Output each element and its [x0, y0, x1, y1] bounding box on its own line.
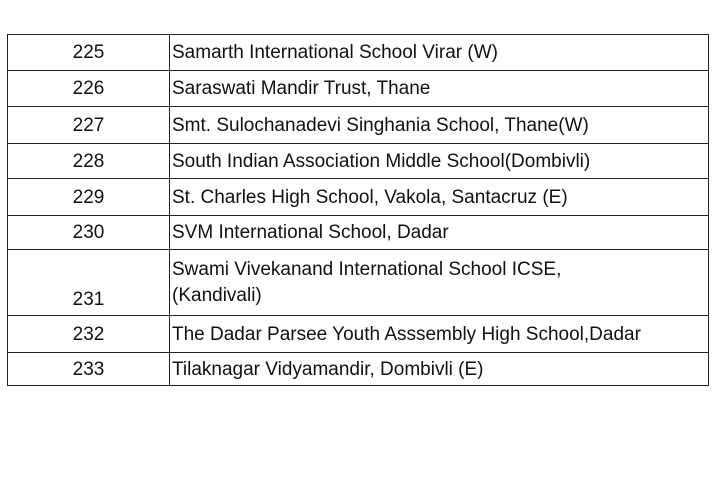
row-number: 233 [8, 353, 170, 386]
row-number: 229 [8, 179, 170, 216]
table-row [8, 107, 709, 144]
school-name: Tilaknagar Vidyamandir, Dombivli (E) [170, 353, 709, 386]
table-row [8, 71, 709, 107]
row-number: 226 [8, 71, 170, 107]
school-name: The Dadar Parsee Youth Asssembly High School,Dadar [170, 316, 709, 353]
school-list-table [7, 34, 709, 386]
row-number: 230 [8, 216, 170, 250]
row-number: 227 [8, 107, 170, 144]
school-name-line-1: Swami Vivekanand International School ICSE, [172, 258, 562, 280]
table-row [8, 35, 709, 71]
table-row [8, 144, 709, 179]
school-name: Samarth International School Virar (W) [170, 35, 709, 71]
row-number: 228 [8, 144, 170, 179]
row-number: 232 [8, 316, 170, 353]
row-number: 225 [8, 35, 170, 71]
school-name: Saraswati Mandir Trust, Thane [170, 71, 709, 107]
school-name: South Indian Association Middle School(Dombivli) [170, 144, 709, 179]
table-row [8, 179, 709, 216]
row-number: 231 [8, 250, 170, 316]
school-name: St. Charles High School, Vakola, Santacruz (E) [170, 179, 709, 216]
table-row [8, 316, 709, 353]
school-name: SVM International School, Dadar [170, 216, 709, 250]
table-row [8, 353, 709, 386]
school-name-line-2: (Kandivali) [172, 284, 262, 306]
table-row [8, 216, 709, 250]
school-name: Smt. Sulochanadevi Singhania School, Thane(W) [170, 107, 709, 144]
table-row [8, 250, 709, 316]
school-name [170, 250, 709, 316]
